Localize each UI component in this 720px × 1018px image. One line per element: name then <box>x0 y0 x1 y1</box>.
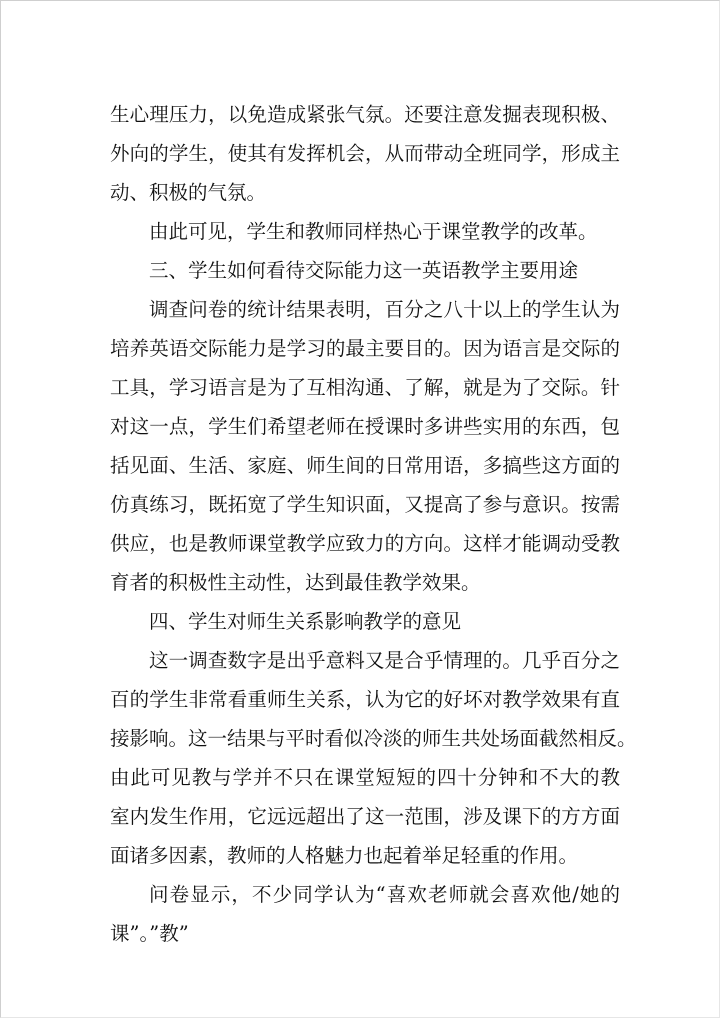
text-line: 括见面、生活、家庭、师生间的日常用语，多搞些这方面的 <box>110 454 620 477</box>
text-line: 课”。”教” <box>110 922 189 945</box>
paragraph-line: 由此可见，学生和教师同样热心于课堂教学的改革。 <box>149 220 598 243</box>
document-body <box>110 95 637 953</box>
text-line: 接影响。这一结果与平时看似冷淡的师生共处场面截然相反。 <box>110 727 637 750</box>
text-line: 百的学生非常看重师生关系，认为它的好坏对教学效果有直 <box>110 688 620 711</box>
section-heading: 四、学生对师生关系影响教学的意见 <box>149 610 462 633</box>
text-line: 仿真练习，既拓宽了学生知识面，又提高了参与意识。按需 <box>110 493 620 516</box>
text-line: 室内发生作用，它远远超出了这一范围，涉及课下的方方面 <box>110 805 620 828</box>
text-line: 生心理压力，以免造成紧张气氛。还要注意发掘表现积极、 <box>110 103 620 126</box>
text-line: 培养英语交际能力是学习的最主要目的。因为语言是交际的 <box>110 337 620 360</box>
text-line: 供应，也是教师课堂教学应致力的方向。这样才能调动受教 <box>110 532 620 555</box>
paragraph-line: 问卷显示，不少同学认为“喜欢老师就会喜欢他/她的 <box>149 883 620 906</box>
text-line: 面诸多因素，教师的人格魅力也起着举足轻重的作用。 <box>110 844 579 867</box>
text-line: 由此可见教与学并不只在课堂短短的四十分钟和不大的教 <box>110 766 620 789</box>
text-line: 外向的学生，使其有发挥机会，从而带动全班同学，形成主 <box>110 142 620 165</box>
text-line: 对这一点，学生们希望老师在授课时多讲些实用的东西，包 <box>110 415 620 438</box>
text-line: 动、积极的气氛。 <box>110 181 267 204</box>
text-line: 育者的积极性主动性，达到最佳教学效果。 <box>110 571 481 594</box>
section-heading: 三、学生如何看待交际能力这一英语教学主要用途 <box>149 259 579 282</box>
paragraph-line: 调查问卷的统计结果表明，百分之八十以上的学生认为 <box>149 298 620 321</box>
paragraph-line: 这一调查数字是出乎意料又是合乎情理的。几乎百分之 <box>149 649 620 672</box>
text-line: 工具，学习语言是为了互相沟通、了解，就是为了交际。针 <box>110 376 620 399</box>
